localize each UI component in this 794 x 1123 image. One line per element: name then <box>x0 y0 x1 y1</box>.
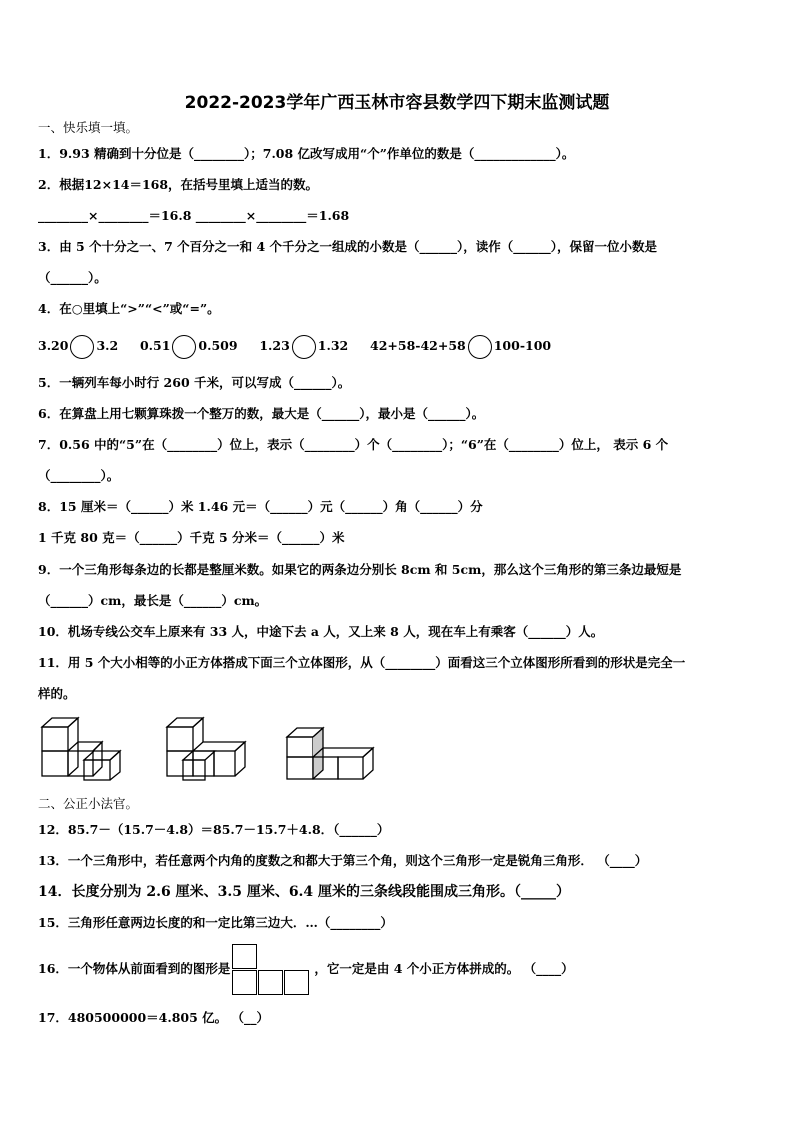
compare-left-1: 3.20 <box>38 338 69 353</box>
compare-left-3: 1.23 <box>259 338 290 353</box>
question-7-continued: （________）。 <box>38 468 120 483</box>
question-2-answer-line: ________×________＝16.8 ________×________＝1.68 <box>38 208 350 223</box>
question-11-continued: 样的。 <box>38 686 76 701</box>
question-14: 14．长度分别为 2.6 厘米、3.5 厘米、6.4 厘米的三条线段能围成三角形。（_____） <box>38 884 571 900</box>
compare-right-3: 1.32 <box>317 338 349 353</box>
compare-right-4: 100-100 <box>493 338 552 353</box>
question-6: 6．在算盘上用七颗算珠拨一个整万的数，最大是（______），最小是（______）。 <box>38 406 485 421</box>
compare-right-1: 3.2 <box>96 338 119 353</box>
compare-left-4: 42+58-42+58 <box>370 338 466 353</box>
question-13: 13．一个三角形中，若任意两个内角的度数之和都大于第三个角，则这个三角形一定是锐角三角形． （____） <box>38 853 648 868</box>
compare-right-2: 0.509 <box>198 338 238 353</box>
cube-figure-3 <box>285 715 385 781</box>
section-2-heading: 二、公正小法官。 <box>38 796 139 811</box>
question-3: 3．由 5 个十分之一、7 个百分之一和 4 个千分之一组成的小数是（______），读作（______），保留一位小数是 <box>38 239 658 254</box>
question-4-comparisons <box>38 334 551 359</box>
section-1-heading: 一、快乐填一填。 <box>38 120 139 135</box>
question-16 <box>38 943 574 996</box>
compare-circle-3[interactable] <box>292 335 316 359</box>
question-9: 9．一个三角形每条边的长都是整厘米数。如果它的两条边分别长 8cm 和 5cm，那么这个三角形的第三条边最短是 <box>38 562 682 577</box>
question-8-line-2: 1 千克 80 克＝（______）千克 5 分米＝（______）米 <box>38 530 345 545</box>
question-17: 17．480500000＝4.805 亿。 （__） <box>38 1010 270 1025</box>
compare-left-2: 0.51 <box>139 338 171 353</box>
question-1: 1．9.93 精确到十分位是（________）；7.08 亿改写成用“个”作单位的数是（_____________）。 <box>38 146 575 161</box>
question-10: 10．机场专线公交车上原来有 33 人，中途下去 a 人，又上来 8 人，现在车上有乘客（______）人。 <box>38 624 604 639</box>
question-12: 12．85.7－（15.7－4.8）＝85.7－15.7＋4.8．（______） <box>38 822 390 837</box>
question-16-text-after: ，它一定是由 4 个小正方体拼成的。 （____） <box>314 961 574 976</box>
compare-circle-1[interactable] <box>70 335 94 359</box>
question-8-line-1: 8．15 厘米＝（______）米 1.46 元＝（______）元（______）角（______）分 <box>38 499 483 514</box>
question-16-text-before: 16．一个物体从前面看到的图形是 <box>38 961 231 976</box>
question-3-continued: （______）。 <box>38 270 107 285</box>
question-4: 4．在○里填上“>”“<”或“=”。 <box>38 301 220 316</box>
page-title: 2022-2023学年广西玉林市容县数学四下期末监测试题 <box>184 93 610 113</box>
question-15: 15．三角形任意两边长度的和一定比第三边大．…（________） <box>38 915 393 930</box>
compare-circle-4[interactable] <box>468 335 492 359</box>
front-view-figure <box>232 944 312 996</box>
question-5: 5．一辆列车每小时行 260 千米，可以写成（______）。 <box>38 375 351 390</box>
compare-circle-2[interactable] <box>172 335 196 359</box>
question-2: 2．根据12×14＝168，在括号里填上适当的数。 <box>38 177 319 192</box>
question-11: 11．用 5 个大小相等的小正方体搭成下面三个立体图形，从（________）面看这三个立体图形所看到的形状是完全一 <box>38 655 686 670</box>
question-9-continued: （______）cm，最长是（______）cm。 <box>38 593 268 608</box>
cube-figure-2 <box>165 715 255 781</box>
cube-figure-1 <box>40 715 130 781</box>
question-7: 7．0.56 中的“5”在（________）位上，表示（________）个（________）；“6”在（________）位上， 表示 6 个 <box>38 437 669 452</box>
